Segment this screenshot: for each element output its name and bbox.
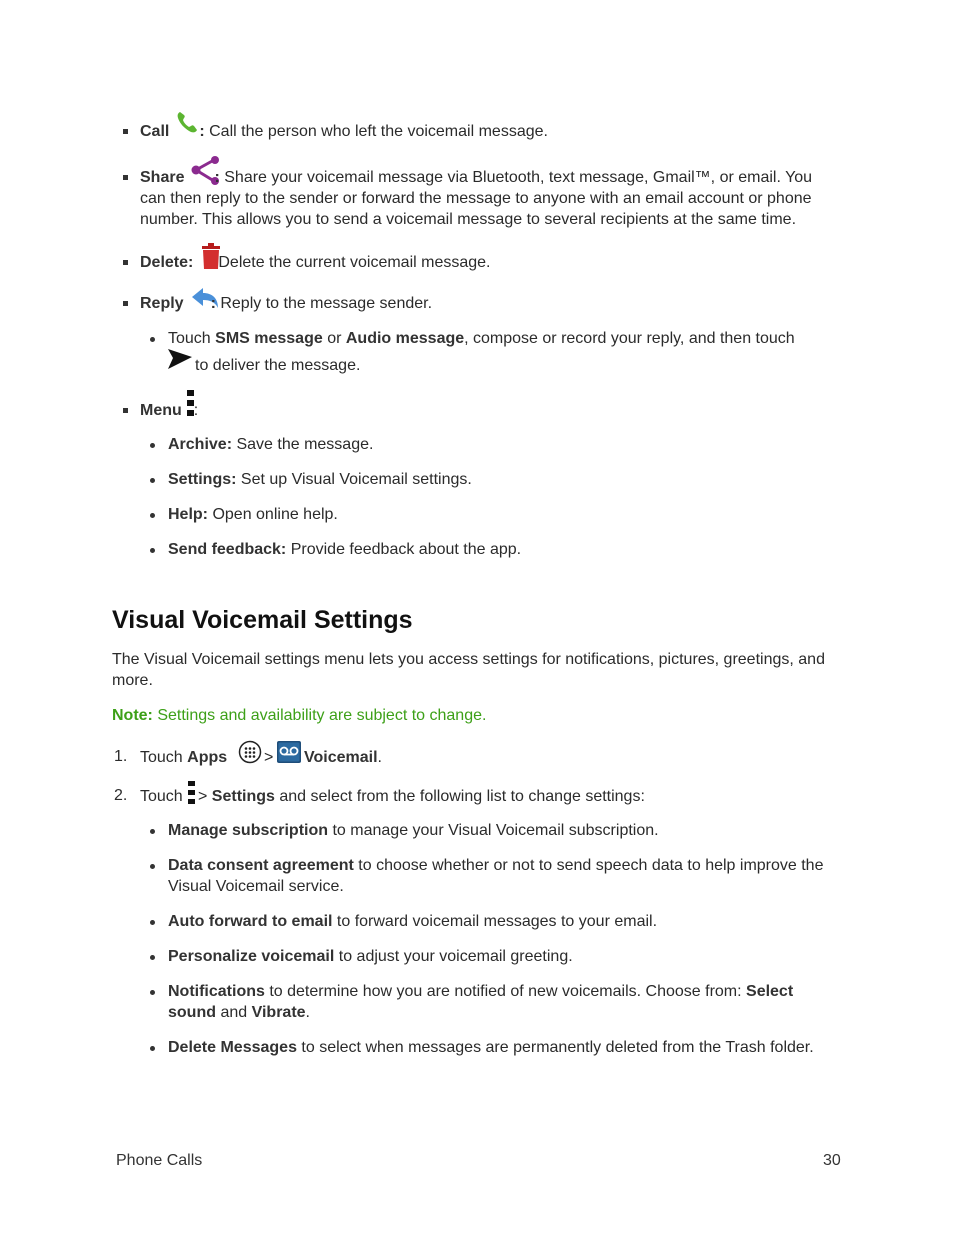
bullet (150, 548, 155, 553)
bullet (150, 1046, 155, 1051)
list-item: Delete Messages to select when messages are permanently deleted from the Trash folder. (168, 1039, 814, 1056)
list-item: Archive: Save the message. (168, 436, 374, 453)
list-item-share: Share : Share your voicemail message via Bluetooth, text message, Gmail™, or email. You can then reply to the sender or forward the message to anyone with an email account or phone number. This allows you to send a voicemail message to several recipients at the same time. (140, 169, 813, 228)
bullet (150, 920, 155, 925)
item-label: Call (140, 123, 170, 140)
section-intro: The Visual Voicemail settings menu lets you access settings for notifications, pictures, greetings, and more. (112, 651, 825, 689)
note: Note: Settings and availability are subject to change. (112, 707, 487, 724)
item-label: Reply (140, 295, 184, 312)
step-1-gt: > (264, 749, 274, 766)
bullet (150, 990, 155, 995)
step-2-rest: > Settings and select from the following list to change settings: (198, 788, 645, 805)
overflow-menu-icon (188, 781, 196, 811)
list-item: Personalize voicemail to adjust your voicemail greeting. (168, 948, 573, 965)
item-label: Delete: (140, 254, 194, 271)
list-item: Manage subscription to manage your Visual Voicemail subscription. (168, 822, 659, 839)
bullet (123, 129, 128, 134)
bullet (150, 478, 155, 483)
list-item-menu: Menu : (140, 402, 199, 419)
bullet (150, 829, 155, 834)
list-item: Auto forward to email to forward voicemail messages to your email. (168, 913, 658, 930)
list-item: Settings: Set up Visual Voicemail settings. (168, 471, 472, 488)
page-number: 30 (823, 1152, 841, 1169)
list-item-reply-sub: Touch SMS message or Audio message, compose or record your reply, and then touch (168, 330, 795, 347)
apps-icon (238, 740, 262, 770)
item-label: Share (140, 169, 185, 186)
bullet (150, 955, 155, 960)
step-number: 1. (114, 748, 128, 765)
bullet (123, 301, 128, 306)
send-icon (168, 349, 192, 377)
list-item: Send feedback: Provide feedback about the app. (168, 541, 522, 558)
list-item: Data consent agreement to choose whether or not to send speech data to help improve the Visual Voicemail service. (168, 857, 824, 895)
item-label: Menu (140, 402, 182, 419)
reply-sub-end: to deliver the message. (195, 357, 361, 374)
bullet (123, 175, 128, 180)
bullet (150, 337, 155, 342)
list-item-delete: Delete: Delete the current voicemail message. (140, 254, 491, 271)
bullet (123, 260, 128, 265)
voicemail-app-icon (277, 741, 301, 769)
footer-section: Phone Calls (116, 1152, 203, 1169)
bullet (150, 443, 155, 448)
list-item-call: Call : Call the person who left the voicemail message. (140, 123, 548, 140)
step-2-pre: Touch (140, 788, 183, 805)
step-1: Touch Apps (140, 749, 228, 766)
bullet (150, 513, 155, 518)
bullet (123, 408, 128, 413)
list-item: Notifications to determine how you are notified of new voicemails. Choose from: Select sound and Vibrate. (168, 983, 794, 1021)
list-item: Help: Open online help. (168, 506, 338, 523)
section-title: Visual Voicemail Settings (112, 606, 413, 634)
step-1-end: Voicemail. (304, 749, 382, 766)
list-item-reply: Reply : Reply to the message sender. (140, 295, 433, 312)
bullet (150, 864, 155, 869)
step-number: 2. (114, 787, 128, 804)
